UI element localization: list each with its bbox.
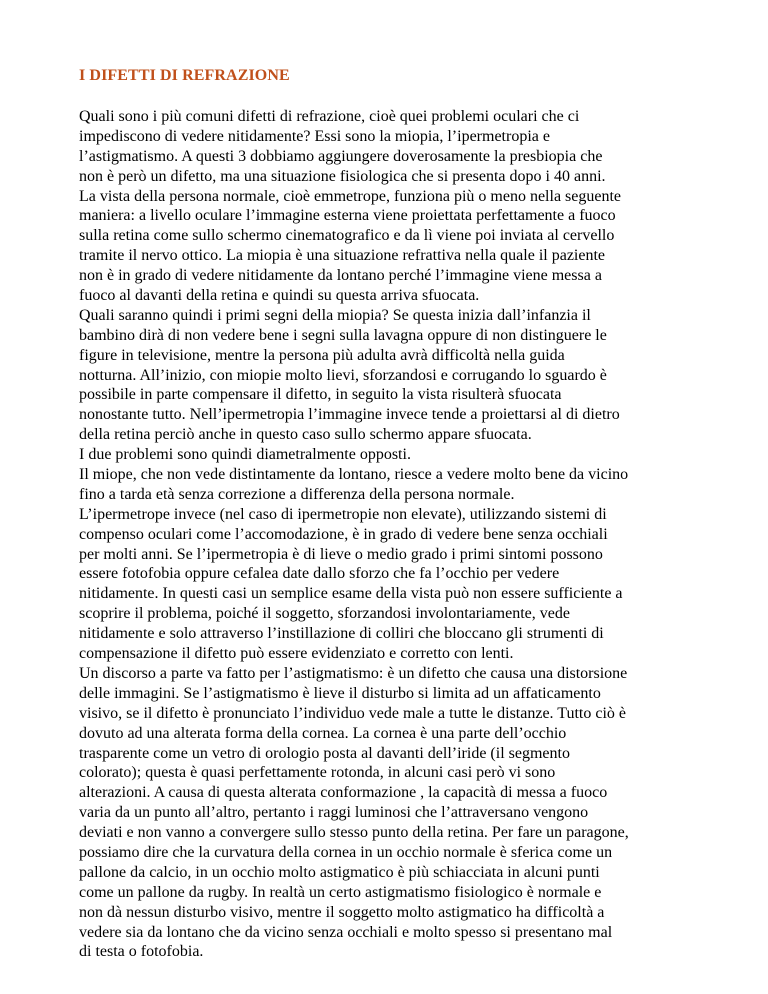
text-line: deviati e non vanno a convergere sullo stesso punto della retina. Per fare un paragone, — [79, 824, 629, 842]
text-line: visivo, se il difetto è pronunciato l’individuo vede male a tutte le distanze. Tutto ciò è — [79, 704, 626, 722]
text-line: vedere sia da lontano che da vicino senza occhiali e molto spesso si presentano mal — [79, 923, 613, 941]
text-line: nitidamente e solo attraverso l’instillazione di colliri che bloccano gli strumenti di — [79, 625, 604, 643]
text-line: trasparente come un vetro di orologio posta al davanti dell’iride (il segmento — [79, 744, 570, 762]
text-line: pallone da calcio, in un occhio molto astigmatico è più schiacciata in alcuni punti — [79, 863, 600, 881]
document-body — [79, 107, 719, 962]
text-line: scoprire il problema, poiché il soggetto, sforzandosi involontariamente, vede — [79, 605, 570, 623]
text-line: non è però un difetto, ma una situazione fisiologica che si presenta dopo i 40 anni. — [79, 167, 606, 185]
text-line: colorato); questa è quasi perfettamente rotonda, in alcuni casi però vi sono — [79, 764, 556, 782]
text-line: nonostante tutto. Nell’ipermetropia l’immagine invece tende a proiettarsi al di dietro — [79, 406, 620, 424]
text-line: Quali saranno quindi i primi segni della miopia? Se questa inizia dall’infanzia il — [79, 306, 591, 324]
text-line: L’ipermetrope invece (nel caso di ipermetropie non elevate), utilizzando sistemi di — [79, 505, 607, 523]
text-line: compensazione il difetto può essere evidenziato e corretto con lenti. — [79, 645, 514, 663]
text-line: maniera: a livello oculare l’immagine esterna viene proiettata perfettamente a fuoco — [79, 207, 616, 225]
text-line: per molti anni. Se l’ipermetropia è di lieve o medio grado i primi sintomi possono — [79, 545, 603, 563]
text-line: fuoco al davanti della retina e quindi su questa arriva sfuocata. — [79, 287, 480, 305]
text-line: La vista della persona normale, cioè emmetrope, funziona più o meno nella seguente — [79, 187, 622, 205]
text-line: tramite il nervo ottico. La miopia è una situazione refrattiva nella quale il paziente — [79, 247, 606, 265]
text-line: delle immagini. Se l’astigmatismo è lieve il disturbo si limita ad un affaticamento — [79, 684, 601, 702]
text-line: I due problemi sono quindi diametralmente opposti. — [79, 446, 411, 464]
text-line: sulla retina come sullo schermo cinematografico e da lì viene poi inviata al cervello — [79, 227, 615, 245]
text-line: non è in grado di vedere nitidamente da lontano perché l’immagine viene messa a — [79, 267, 602, 285]
text-line: alterazioni. A causa di questa alterata conformazione , la capacità di messa a fuoco — [79, 784, 608, 802]
text-line: Quali sono i più comuni difetti di refrazione, cioè quei problemi oculari che ci — [79, 108, 580, 125]
text-line: fino a tarda età senza correzione a differenza della persona normale. — [79, 485, 515, 503]
text-line: notturna. All’inizio, con miopie molto lievi, sforzandosi e corrugando lo sguardo è — [79, 366, 607, 384]
text-line: dovuto ad una alterata forma della cornea. La cornea è una parte dell’occhio — [79, 724, 567, 742]
text-line: non dà nessun disturbo visivo, mentre il soggetto molto astigmatico ha difficoltà a — [79, 903, 605, 921]
text-line: della retina perciò anche in questo caso sullo schermo appare sfuocata. — [79, 426, 532, 444]
text-line: nitidamente. In questi casi un semplice esame della vista può non essere sufficiente a — [79, 585, 623, 603]
document-title: I DIFETTI DI REFRAZIONE — [79, 67, 290, 84]
text-line: l’astigmatismo. A questi 3 dobbiamo aggiungere doverosamente la presbiopia che — [79, 147, 603, 165]
text-line: bambino dirà di non vedere bene i segni sulla lavagna oppure di non distinguere le — [79, 326, 607, 344]
text-line: impediscono di vedere nitidamente? Essi sono la miopia, l’ipermetropia e — [79, 127, 550, 145]
text-line: Un discorso a parte va fatto per l’astigmatismo: è un difetto che causa una distorsione — [79, 664, 628, 682]
text-line: compenso oculari come l’accomodazione, è in grado di vedere bene senza occhiali — [79, 525, 608, 543]
text-line: possibile in parte compensare il difetto, in seguito la vista risulterà sfuocata — [79, 386, 562, 404]
text-line: Il miope, che non vede distintamente da lontano, riesce a vedere molto bene da vicino — [79, 466, 629, 484]
text-line: come un pallone da rugby. In realtà un certo astigmatismo fisiologico è normale e — [79, 883, 602, 901]
text-line: varia da un punto all’altro, pertanto i raggi luminosi che l’attraversano vengono — [79, 804, 589, 822]
text-line: essere fotofobia oppure cefalea date dallo sforzo che fa l’occhio per vedere — [79, 565, 560, 583]
text-line: possiamo dire che la curvatura della cornea in un occhio normale è sferica come un — [79, 843, 613, 861]
text-line: di testa o fotofobia. — [79, 943, 204, 961]
text-line: figure in televisione, mentre la persona più adulta avrà difficoltà nella guida — [79, 346, 565, 364]
